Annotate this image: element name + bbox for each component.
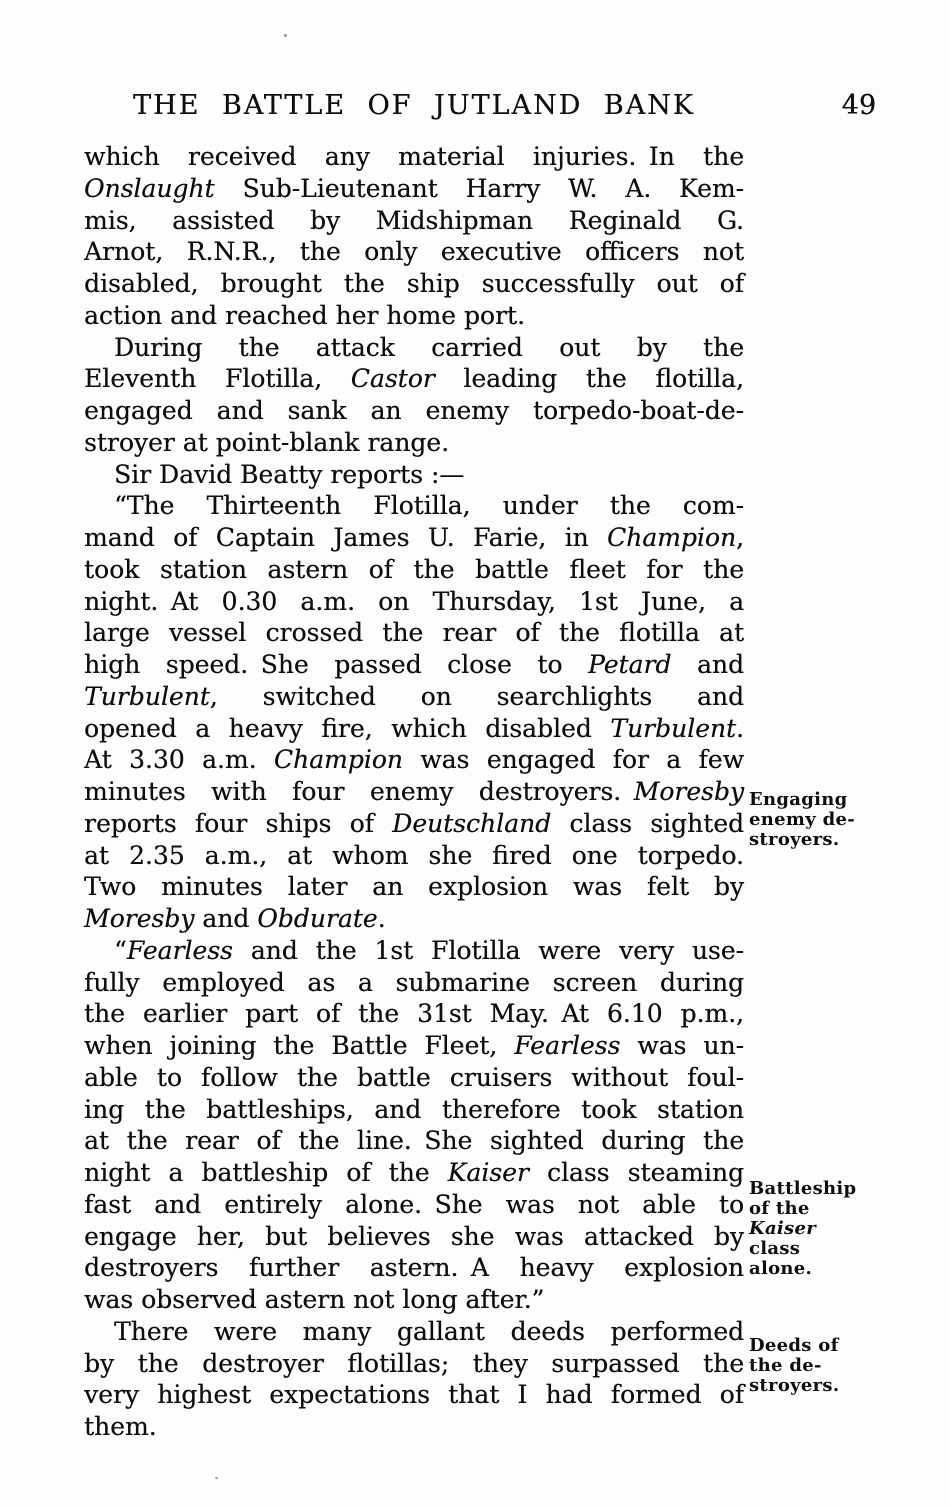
text-line: ing the battleships, and therefore took station: [84, 1094, 744, 1124]
body-text: [84, 141, 744, 1443]
text-line: high speed. She passed close to Petard and: [84, 650, 744, 679]
text-line: Onslaught Sub-Lieutenant Harry W. A. Kem-: [84, 173, 744, 203]
text-line: them.: [84, 1412, 157, 1441]
margin-note-battleship-kaiser-class: [749, 1179, 945, 1279]
margin-note-engaging-enemy-destroyers: [749, 790, 945, 850]
text-line: when joining the Battle Fleet, Fearless was un-: [84, 1031, 744, 1060]
text-line: Sir David Beatty reports :—: [114, 459, 465, 489]
margin-note-line: stroyers.: [749, 829, 840, 850]
margin-note-line: stroyers.: [749, 1375, 840, 1396]
text-line: the earlier part of the 31st May. At 6.10 p.m.,: [84, 999, 744, 1029]
text-line: by the destroyer flotillas; they surpassed the: [84, 1348, 744, 1378]
text-line: at 2.35 a.m., at whom she fired one torpedo.: [84, 840, 744, 870]
scan-speck: [215, 1476, 219, 1479]
text-line: at the rear of the line. She sighted during the: [84, 1126, 744, 1156]
text-line: Two minutes later an explosion was felt by: [84, 872, 744, 902]
text-line: Moresby and Obdurate.: [84, 904, 386, 933]
margin-note-line: class: [749, 1238, 801, 1259]
paragraph: [84, 459, 744, 491]
text-line: “The Thirteenth Flotilla, under the com-: [114, 491, 744, 521]
text-line: took station astern of the battle fleet for the: [84, 554, 744, 584]
text-line: able to follow the battle cruisers without foul-: [84, 1062, 744, 1092]
text-line: opened a heavy fire, which disabled Turbulent.: [84, 713, 744, 743]
text-line: minutes with four enemy destroyers. Moresby: [84, 777, 744, 806]
paragraph: [84, 490, 744, 935]
text-line: was observed astern not long after.”: [84, 1285, 545, 1314]
margin-note-line: Deeds of: [749, 1335, 839, 1356]
margin-note-line: Kaiser: [749, 1218, 817, 1239]
margin-note-line: Engaging: [749, 789, 848, 810]
text-line: During the attack carried out by the: [114, 332, 744, 362]
text-line: Eleventh Flotilla, Castor leading the flotilla,: [84, 364, 744, 394]
margin-note-line: Battleship: [749, 1178, 857, 1199]
text-line: Arnot, R.N.R., the only executive officers not: [84, 237, 744, 267]
paragraph: [84, 332, 744, 459]
text-line: night a battleship of the Kaiser class steaming: [84, 1158, 744, 1187]
text-line: disabled, brought the ship successfully out of: [84, 269, 744, 298]
page-number: 49: [841, 90, 876, 121]
text-line: mis, assisted by Midshipman Reginald G.: [84, 205, 744, 235]
margin-note-deeds-of-destroyers: [749, 1336, 945, 1396]
text-line: reports four ships of Deutschland class sighted: [84, 808, 744, 838]
margin-note-line: enemy de-: [749, 809, 855, 830]
paragraph: [84, 1316, 744, 1443]
text-line: There were many gallant deeds performed: [114, 1316, 744, 1346]
text-line: engage her, but believes she was attacked by: [84, 1221, 744, 1251]
running-head-title: THE BATTLE OF JUTLAND BANK: [133, 90, 695, 121]
text-line: large vessel crossed the rear of the flotilla at: [84, 618, 744, 648]
text-line: stroyer at point-blank range.: [84, 427, 450, 457]
margin-note-line: alone.: [749, 1258, 813, 1279]
text-line: At 3.30 a.m. Champion was engaged for a few: [84, 745, 744, 775]
text-line: night. At 0.30 a.m. on Thursday, 1st June, a: [84, 586, 744, 616]
text-line: “Fearless and the 1st Flotilla were very use-: [114, 935, 744, 965]
text-line: which received any material injuries. In the: [84, 142, 744, 171]
text-line: Turbulent, switched on searchlights and: [84, 681, 744, 711]
text-line: fast and entirely alone. She was not able to: [84, 1189, 744, 1219]
text-line: destroyers further astern. A heavy explosion: [84, 1253, 744, 1283]
margin-note-line: of the: [749, 1198, 810, 1219]
paragraph: [84, 141, 744, 332]
text-line: very highest expectations that I had formed of: [84, 1380, 744, 1410]
paragraph: [84, 935, 744, 1316]
text-line: engaged and sank an enemy torpedo-boat-de-: [84, 396, 744, 425]
text-line: fully employed as a submarine screen during: [84, 967, 744, 997]
margin-note-line: the de-: [749, 1355, 822, 1376]
text-line: action and reached her home port.: [84, 300, 525, 330]
text-line: mand of Captain James U. Farie, in Champion,: [84, 523, 744, 552]
scan-speck: [284, 34, 287, 37]
